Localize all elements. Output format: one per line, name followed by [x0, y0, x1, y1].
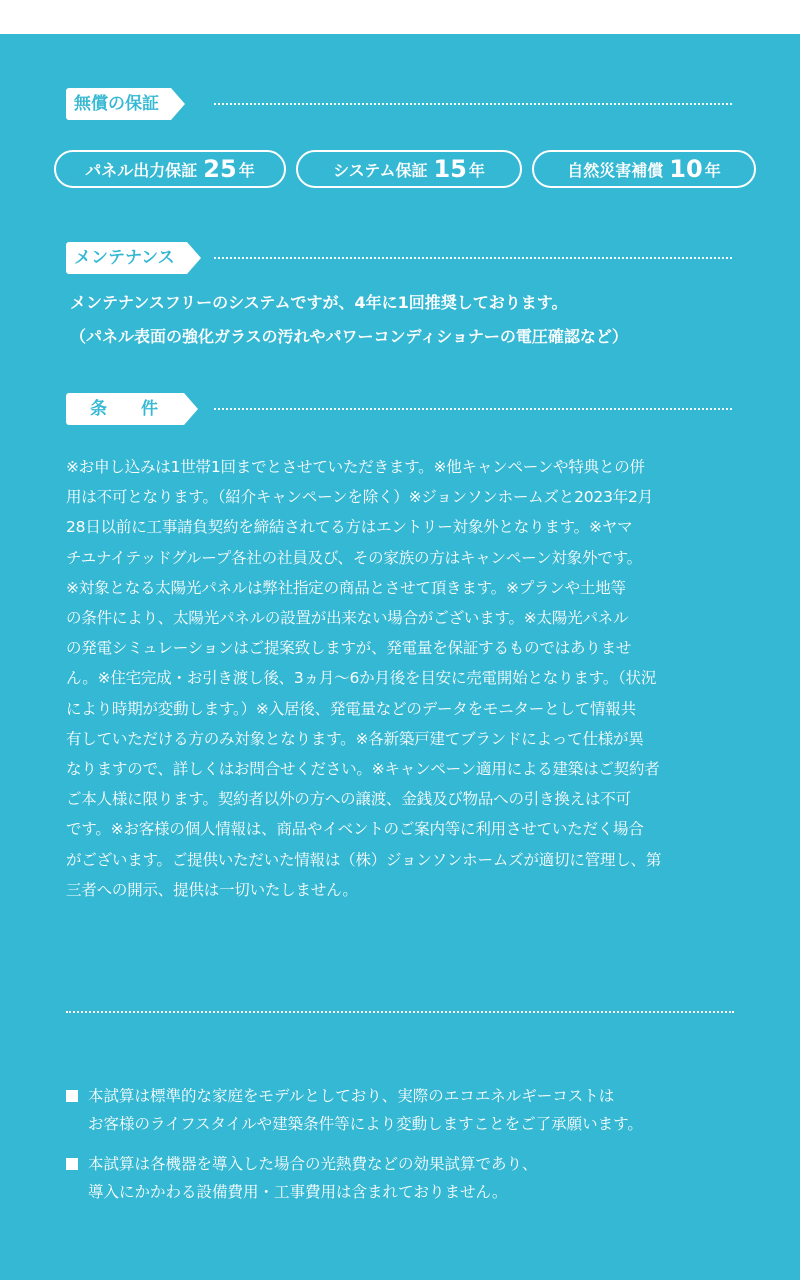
- note-line: 本試算は標準的な家庭をモデルとしており、実際のエコエネルギーコストは: [88, 1087, 615, 1105]
- conditions-heading: [66, 393, 184, 425]
- notes: [66, 1082, 756, 1218]
- conditions-line: により時期が変動します。）※入居後、発電量などのデータをモニターとして情報共: [66, 699, 636, 718]
- badge-label: システム保証: [333, 160, 428, 180]
- badge-unit: 年: [704, 160, 721, 180]
- guarantee-heading-label: 無償の保証: [66, 88, 171, 120]
- conditions-line: がございます。ご提供いただいた情報は（株）ジョンソンホームズが適切に管理し、第: [66, 850, 662, 869]
- conditions-line: ※対象となる太陽光パネルは弊社指定の商品とさせて頂きます。※プランや土地等: [66, 578, 626, 597]
- conditions-line: 用は不可となります。（紹介キャンペーンを除く）※ジョンソンホームズと2023年2月: [66, 488, 653, 507]
- conditions-line: 三者への開示、提供は一切いたしません。: [66, 880, 358, 899]
- conditions-line: ご本人様に限ります。契約者以外の方への譲渡、金銭及び物品への引き換えは不可: [66, 790, 631, 809]
- conditions-line: 28日以前に工事請負契約を締結されてる方はエントリー対象外となります。※ヤマ: [66, 518, 633, 537]
- badge-unit: 年: [238, 160, 255, 180]
- note-item: [66, 1150, 756, 1206]
- conditions-line: です。※お客様の個人情報は、商品やイベントのご案内等に利用させていただく場合: [66, 820, 644, 839]
- conditions-line: なりますので、詳しくはお問合せください。※キャンペーン適用による建築はご契約者: [66, 760, 660, 779]
- conditions-line: ※お申し込みは1世帯1回までとさせていただきます。※他キャンペーンや特典との併: [66, 458, 645, 476]
- square-bullet-icon: [66, 1158, 78, 1170]
- conditions-line: 有していただける方のみ対象となります。※各新築戸建てブランドによって仕様が異: [66, 729, 644, 748]
- square-bullet-icon: [66, 1090, 78, 1102]
- conditions-line: ん。※住宅完成・お引き渡し後、3ヵ月〜6か月後を目安に売電開始となります。（状況: [66, 669, 657, 688]
- badge-unit: 年: [468, 160, 485, 180]
- note-line: お客様のライフスタイルや建築条件等により変動しますことをご了承願います。: [88, 1115, 643, 1133]
- system-guarantee-badge: [296, 150, 522, 188]
- conditions-line: の発電シミュレーションはご提案致しますが、発電量を保証するものではありませ: [66, 639, 632, 658]
- conditions-bottom-divider: [66, 1011, 734, 1013]
- maintenance-line: （パネル表面の強化ガラスの汚れやパワーコンディショナーの電圧確認など）: [70, 327, 628, 346]
- badge-label: パネル出力保証: [85, 160, 198, 180]
- maintenance-heading: [66, 242, 187, 274]
- conditions-line: の条件により、太陽光パネルの設置が出来ない場合がございます。※太陽光パネル: [66, 609, 629, 628]
- conditions-line: チユナイテッドグループ各社の社員及び、その家族の方はキャンペーン対象外です。: [66, 548, 642, 567]
- note-item: [66, 1082, 756, 1138]
- maintenance-heading-label: メンテナンス: [66, 242, 187, 274]
- maintenance-text: [70, 286, 770, 354]
- disaster-compensation-badge: [532, 150, 756, 188]
- guarantee-divider: [214, 103, 732, 105]
- panel-output-guarantee-badge: [54, 150, 286, 188]
- guarantee-badges: [54, 150, 756, 188]
- maintenance-line: メンテナンスフリーのシステムですが、4年に1回推奨しております。: [70, 293, 568, 312]
- guarantee-heading: [66, 88, 171, 120]
- conditions-divider: [214, 408, 732, 410]
- conditions-text: [66, 452, 742, 905]
- badge-label: 自然災害補償: [567, 160, 664, 180]
- note-line: 導入にかかわる設備費用・工事費用は含まれておりません。: [88, 1183, 508, 1201]
- conditions-heading-label: 条 件: [66, 393, 184, 425]
- note-line: 本試算は各機器を導入した場合の光熱費などの効果試算であり、: [88, 1155, 538, 1173]
- badge-number: 15: [433, 155, 467, 183]
- badge-number: 10: [669, 155, 703, 183]
- badge-number: 25: [203, 155, 237, 183]
- note-text: [88, 1082, 643, 1138]
- note-text: [88, 1150, 538, 1206]
- maintenance-divider: [214, 257, 732, 259]
